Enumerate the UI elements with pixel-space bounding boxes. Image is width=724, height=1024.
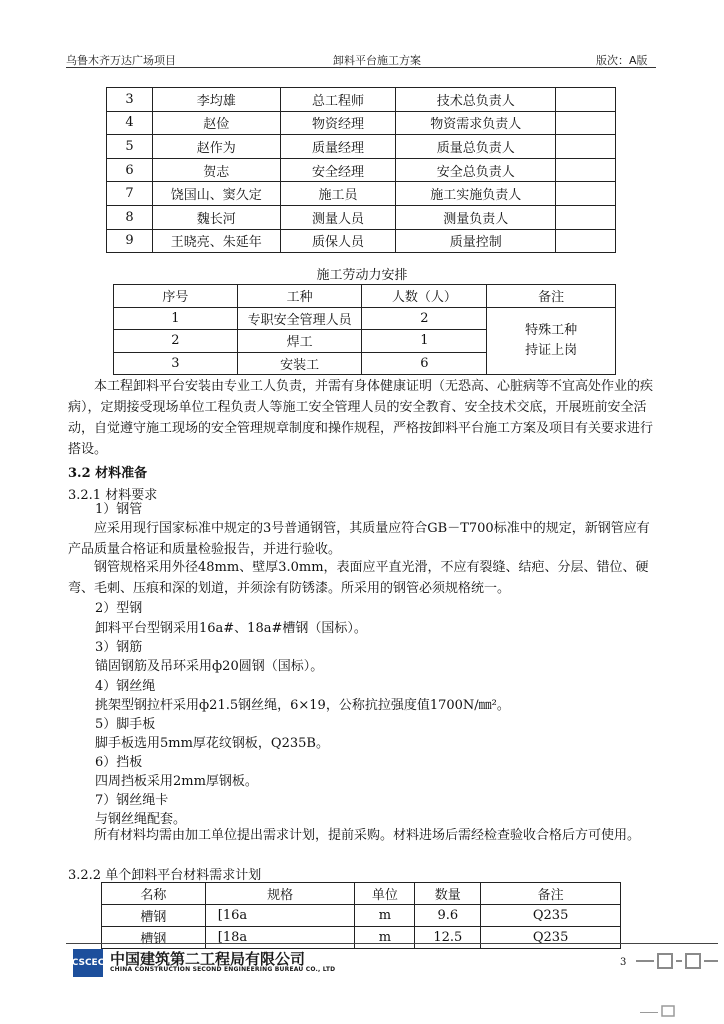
table-cell: 安全总负责人 bbox=[396, 158, 556, 182]
page-number: 3 bbox=[620, 957, 627, 968]
table-cell: 9.6 bbox=[415, 905, 481, 927]
table-cell: 1 bbox=[362, 330, 487, 353]
table-cell: 6 bbox=[362, 352, 487, 375]
table-cell: 2 bbox=[362, 307, 487, 330]
company-name-cn: 中国建筑第二工程局有限公司 bbox=[110, 950, 306, 968]
table-cell: [16a bbox=[205, 905, 355, 927]
paragraph-workers: 本工程卸料平台安装由专业工人负责，并需有身体健康证明（无恐高、心脏病等不宜高处作业的疾病），定期接受现场单位工程负责人等施工安全管理人员的安全教育、安全技术交底，开展班前安全活动，自觉遵守施工现场的安全管理规章制度和操作规程，严格按卸料平台施工方案及项目有关要求进行搭设。 bbox=[68, 379, 654, 457]
labor-table bbox=[113, 284, 616, 375]
table-cell bbox=[556, 88, 616, 112]
table-row bbox=[107, 205, 616, 229]
labor-header-cell: 备注 bbox=[487, 285, 616, 308]
staff-table bbox=[106, 87, 616, 253]
paragraph-guard-plate: 四周挡板采用2mm厚钢板。 bbox=[95, 774, 258, 789]
table-cell bbox=[556, 229, 616, 253]
table-cell: 施工员 bbox=[280, 182, 396, 206]
table-cell: 质量控制 bbox=[396, 229, 556, 253]
paragraph-rebar: 锚固钢筋及吊环采用ф20圆钢（国标）。 bbox=[95, 659, 324, 674]
table-cell: 测量负责人 bbox=[396, 205, 556, 229]
paragraph-pipe-spec: 钢管规格采用外径48mm、壁厚3.0mm，表面应平直光滑，不应有裂缝、结疤、分层、错位、硬弯、毛刺、压痕和深的划道，并须涂有防锈漆。所采用的钢管必须规格统一。 bbox=[68, 560, 649, 596]
labor-table-caption: 施工劳动力安排 bbox=[316, 268, 408, 283]
paragraph-scaffold-board: 脚手板选用5mm厚花纹钢板，Q235B。 bbox=[95, 736, 329, 751]
list-item-wire-rope: 4）钢丝绳 bbox=[95, 679, 156, 694]
table-cell: 槽钢 bbox=[102, 905, 206, 927]
table-cell: 安装工 bbox=[237, 352, 362, 375]
table-cell: 王晓亮、朱延年 bbox=[152, 229, 280, 253]
footer-decoration bbox=[640, 1004, 684, 1018]
header-divider bbox=[66, 67, 656, 68]
labor-remark-cell bbox=[487, 307, 616, 375]
labor-header-cell: 序号 bbox=[114, 285, 238, 308]
table-cell: 12.5 bbox=[415, 927, 481, 949]
material-header-cell: 名称 bbox=[102, 883, 206, 905]
table-cell: 3 bbox=[114, 352, 238, 375]
table-row bbox=[107, 182, 616, 206]
table-cell: 焊工 bbox=[237, 330, 362, 353]
subsection-heading-3-2-1: 3.2.1 材料要求 bbox=[68, 488, 158, 503]
table-row bbox=[102, 905, 621, 927]
table-cell bbox=[556, 205, 616, 229]
table-cell: Q235 bbox=[481, 905, 621, 927]
table-cell: 安全经理 bbox=[280, 158, 396, 182]
paragraph-section-steel: 卸料平台型钢采用16a#、18a#槽钢（国标）。 bbox=[95, 621, 367, 636]
list-item-rebar: 3）钢筋 bbox=[95, 640, 143, 655]
list-item-rope-clip: 7）钢丝绳卡 bbox=[95, 793, 169, 808]
table-cell: 李均雄 bbox=[152, 88, 280, 112]
table-cell: 1 bbox=[114, 307, 238, 330]
material-header-cell: 单位 bbox=[355, 883, 415, 905]
table-cell: 贺志 bbox=[152, 158, 280, 182]
table-cell: m bbox=[355, 927, 415, 949]
header-version: 版次：A版 bbox=[596, 54, 648, 67]
material-header-cell: 数量 bbox=[415, 883, 481, 905]
table-row bbox=[107, 135, 616, 159]
table-cell: 物资经理 bbox=[280, 111, 396, 135]
table-cell: 3 bbox=[107, 88, 153, 112]
table-cell bbox=[556, 158, 616, 182]
table-cell: 质保人员 bbox=[280, 229, 396, 253]
table-cell: 物资需求负责人 bbox=[396, 111, 556, 135]
material-header-cell: 规格 bbox=[205, 883, 355, 905]
list-item-guard-plate: 6）挡板 bbox=[95, 755, 143, 770]
table-cell: 8 bbox=[107, 205, 153, 229]
header-doc-title: 卸料平台施工方案 bbox=[333, 54, 421, 67]
table-cell bbox=[556, 111, 616, 135]
table-cell bbox=[556, 182, 616, 206]
table-cell: 专职安全管理人员 bbox=[237, 307, 362, 330]
table-row bbox=[107, 158, 616, 182]
table-cell: 赵作为 bbox=[152, 135, 280, 159]
paragraph-rope-clip: 与钢丝绳配套。 bbox=[95, 812, 187, 827]
table-cell: 总工程师 bbox=[280, 88, 396, 112]
table-cell: 质量经理 bbox=[280, 135, 396, 159]
table-cell: 饶国山、窦久定 bbox=[152, 182, 280, 206]
table-cell bbox=[556, 135, 616, 159]
table-row bbox=[114, 307, 616, 330]
table-cell: [18a bbox=[205, 927, 355, 949]
list-item-pipe: 1）钢管 bbox=[95, 502, 143, 517]
section-heading-3-2: 3.2 材料准备 bbox=[68, 466, 148, 481]
company-logo: CSCEC bbox=[73, 949, 103, 977]
list-item-scaffold-board: 5）脚手板 bbox=[95, 717, 156, 732]
labor-remark-line: 特殊工种 bbox=[525, 322, 578, 338]
table-row bbox=[107, 111, 616, 135]
header-project: 乌鲁木齐万达广场项目 bbox=[66, 54, 176, 67]
table-cell: 槽钢 bbox=[102, 927, 206, 949]
table-cell: 魏长河 bbox=[152, 205, 280, 229]
table-row bbox=[102, 927, 621, 949]
table-row bbox=[107, 88, 616, 112]
labor-header-cell: 人数（人） bbox=[362, 285, 487, 308]
company-name-en: CHINA CONSTRUCTION SECOND ENGINEERING BUREAU CO., LTD bbox=[110, 966, 336, 973]
table-cell: 赵俭 bbox=[152, 111, 280, 135]
list-item-section-steel: 2）型钢 bbox=[95, 601, 143, 616]
table-row bbox=[107, 229, 616, 253]
footer-decoration bbox=[636, 950, 720, 972]
table-cell: 质量总负责人 bbox=[396, 135, 556, 159]
paragraph-procurement: 所有材料均需由加工单位提出需求计划，提前采购。材料进场后需经检查验收合格后方可使用。 bbox=[94, 828, 641, 843]
table-cell: 技术总负责人 bbox=[396, 88, 556, 112]
table-cell: 6 bbox=[107, 158, 153, 182]
material-header-cell: 备注 bbox=[481, 883, 621, 905]
footer-divider bbox=[66, 943, 718, 944]
table-cell: 7 bbox=[107, 182, 153, 206]
table-cell: 施工实施负责人 bbox=[396, 182, 556, 206]
subsection-heading-3-2-2: 3.2.2 单个卸料平台材料需求计划 bbox=[68, 868, 262, 883]
table-cell: 测量人员 bbox=[280, 205, 396, 229]
table-cell: m bbox=[355, 905, 415, 927]
table-cell: 4 bbox=[107, 111, 153, 135]
table-cell: 9 bbox=[107, 229, 153, 253]
material-table bbox=[101, 882, 621, 949]
labor-header-cell: 工种 bbox=[237, 285, 362, 308]
table-cell: 2 bbox=[114, 330, 238, 353]
table-cell: 5 bbox=[107, 135, 153, 159]
paragraph-wire-rope: 挑架型钢拉杆采用ф21.5钢丝绳，6×19，公称抗拉强度值1700N/㎜²。 bbox=[95, 698, 510, 713]
table-cell: Q235 bbox=[481, 927, 621, 949]
labor-remark-line: 持证上岗 bbox=[525, 342, 578, 358]
paragraph-pipe-standard: 应采用现行国家标准中规定的3号普通钢管，其质量应符合GB－T700标准中的规定，新钢管应有产品质量合格证和质量检验报告，并进行验收。 bbox=[68, 521, 650, 557]
